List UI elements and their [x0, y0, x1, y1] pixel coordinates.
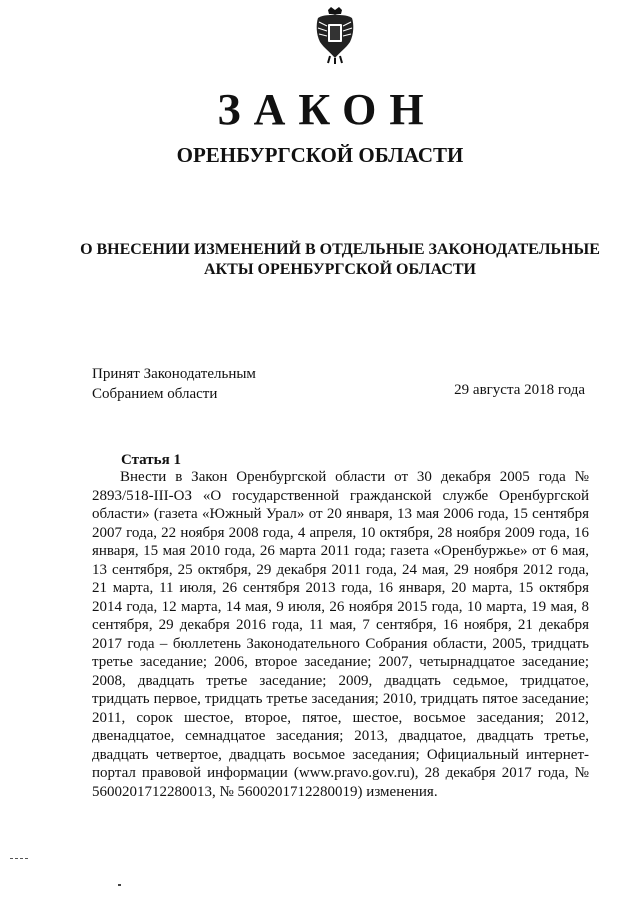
act-title — [80, 240, 600, 280]
adoption-line: Собранием области — [92, 386, 218, 402]
article-heading: Статья 1 — [121, 452, 181, 468]
act-title-line: О ВНЕСЕНИИ ИЗМЕНЕНИЙ В ОТДЕЛЬНЫЕ ЗАКОНОДАТЕЛЬНЫЕ — [80, 241, 600, 258]
scan-artifact — [10, 858, 28, 859]
region-subtitle: ОРЕНБУРГСКОЙ ОБЛАСТИ — [176, 143, 464, 167]
article-body: Внести в Закон Оренбургской области от 30 декабря 2005 года № 2893/518-III-ОЗ «О государственной гражданской службе Оренбургской области» (газета «Южный Урал» от 20 января, 13 мая 2006 года, 15 сентября 2007 года, 22 ноября 2008 года, 4 апреля, 10 октября, 28 ноября 2009 года, 16 января, 15 мая 2010 года, 26 марта 2011 года; газета «Оренбуржье» от 6 мая, 13 сентября, 25 октября, 29 декабря 2011 года, 24 мая, 29 ноября 2012 года, 21 марта, 11 июля, 26 сентября 2013 года, 16 января, 20 марта, 15 октября 2014 года, 12 марта, 14 мая, 9 июля, 26 ноября 2015 года, 10 марта, 19 мая, 8 сентября, 29 декабря 2016 года, 11 мая, 7 сентября, 16 ноября, 21 декабря 2017 года – бюллетень Законодательного Собрания области, 2005, тридцать третье заседание; 2006, второе заседание; 2007, четырнадцатое заседание; 2008, двадцать третье заседание; 2009, двадцать седьмое, тридцатое, тридцать первое, тридцать третье заседания; 2010, тридцать пятое заседание; 2011, сорок шестое, второе, пятое, шестое, восьмое заседания; 2012, двенадцатое, семнадцатое заседания; 2013, двадцатое, двадцать третье, двадцать четвертое, двадцать восьмое заседания; Официальный интернет-портал правовой информации (www.pravo.gov.ru), 28 декабря 2017 года, № 5600201712280013, № 5600201712280019) изменения. — [92, 469, 589, 800]
adoption-line: Принят Законодательным — [92, 366, 256, 382]
coat-of-arms-icon — [310, 6, 360, 66]
scan-artifact — [118, 884, 121, 886]
act-title-line: АКТЫ ОРЕНБУРГСКОЙ ОБЛАСТИ — [204, 261, 476, 278]
adoption-date: 29 августа 2018 года — [454, 382, 585, 398]
law-title: ЗАКОН — [217, 85, 437, 134]
adoption-note — [92, 364, 256, 404]
